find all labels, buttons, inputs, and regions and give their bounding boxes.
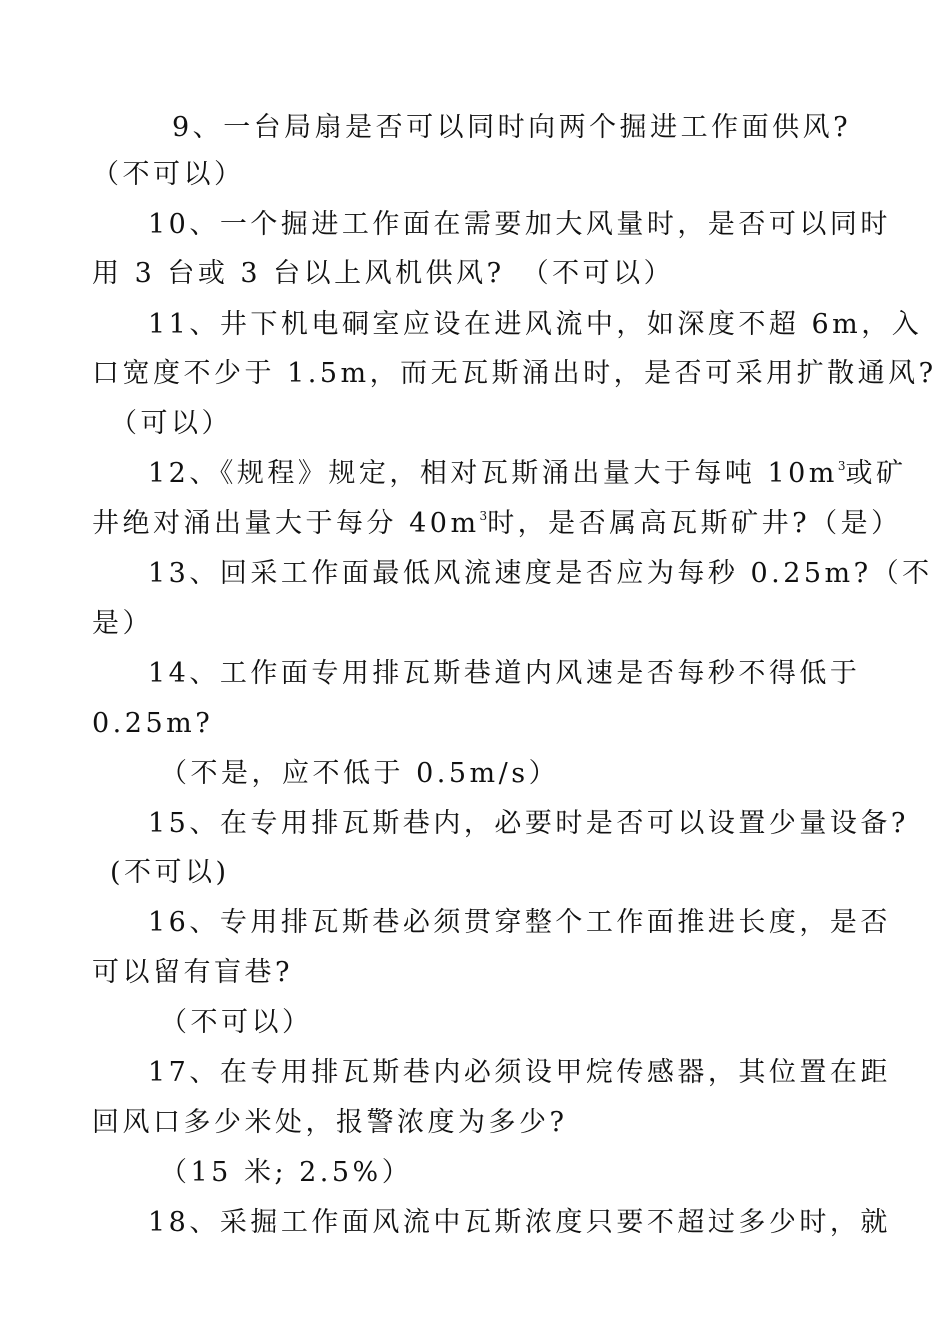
question-text: 采掘工作面风流中瓦斯浓度只要不超过多少时，就 xyxy=(219,1207,891,1238)
question-16-answer: （不可以） xyxy=(160,1007,313,1038)
question-text: 一个掘进工作面在需要加大风量时，是否可以同时 xyxy=(219,209,891,240)
question-16-line-2: 可以留有盲巷? xyxy=(92,957,293,988)
superscript: 3 xyxy=(479,509,488,523)
question-13-line-1 xyxy=(148,554,933,594)
question-9-answer: （不可以） xyxy=(92,159,245,190)
question-text: 专用排瓦斯巷必须贯穿整个工作面推进长度，是否 xyxy=(219,907,891,938)
question-11-answer: （可以） xyxy=(110,408,232,439)
question-14-line-2: 0.25m? xyxy=(92,708,214,739)
question-15-answer: (不可以) xyxy=(110,857,230,888)
question-15-line-1 xyxy=(148,804,909,844)
question-13-line-2: 是） xyxy=(92,608,153,639)
question-11-line-2: 口宽度不少于 1.5m，而无瓦斯涌出时，是否可采用扩散通风? xyxy=(92,358,937,389)
question-9-line-1 xyxy=(172,108,851,148)
question-number: 11、 xyxy=(148,309,220,340)
question-11-line-1 xyxy=(148,305,922,345)
question-17-line-1 xyxy=(148,1053,891,1093)
question-number: 17、 xyxy=(148,1057,220,1088)
question-text: 在专用排瓦斯巷内，必要时是否可以设置少量设备? xyxy=(219,808,909,839)
question-17-line-2: 回风口多少米处，报警浓度为多少? xyxy=(92,1107,568,1138)
question-text: 井绝对涌出量大于每分 40m xyxy=(92,508,480,539)
question-number: 15、 xyxy=(148,808,220,839)
question-text: 在专用排瓦斯巷内必须设甲烷传感器，其位置在距 xyxy=(219,1057,891,1088)
question-text: 一台局扇是否可以同时向两个掘进工作面供风? xyxy=(223,112,852,143)
question-16-line-1 xyxy=(148,903,891,943)
question-text: 时，是否属高瓦斯矿井?（是） xyxy=(487,508,902,539)
question-number: 16、 xyxy=(148,907,220,938)
question-17-answer: （15 米; 2.5%） xyxy=(160,1157,413,1188)
question-number: 9、 xyxy=(172,112,224,143)
question-18-line-1 xyxy=(148,1203,891,1243)
question-text: 井下机电硐室应设在进风流中，如深度不超 6m，入 xyxy=(219,309,923,340)
question-14-answer: （不是，应不低于 0.5m/s） xyxy=(160,758,560,789)
question-number: 18、 xyxy=(148,1207,220,1238)
question-text: 《规程》规定，相对瓦斯涌出量大于每吨 10m xyxy=(219,458,838,489)
question-number: 14、 xyxy=(148,658,220,689)
question-text: 工作面专用排瓦斯巷道内风速是否每秒不得低于 xyxy=(219,658,861,689)
question-number: 12、 xyxy=(148,458,220,489)
question-10-line-1 xyxy=(148,205,891,245)
question-text: 回采工作面最低风流速度是否应为每秒 0.25m?（不 xyxy=(219,558,933,589)
question-text: 或矿 xyxy=(845,458,907,489)
question-number: 10、 xyxy=(148,209,220,240)
question-12-line-1 xyxy=(148,454,907,494)
question-12-line-2 xyxy=(92,504,902,544)
question-number: 13、 xyxy=(148,558,220,589)
question-10-line-2: 用 3 台或 3 台以上风机供风? （不可以） xyxy=(92,258,675,289)
superscript: 3 xyxy=(837,459,846,473)
question-14-line-1 xyxy=(148,654,860,694)
